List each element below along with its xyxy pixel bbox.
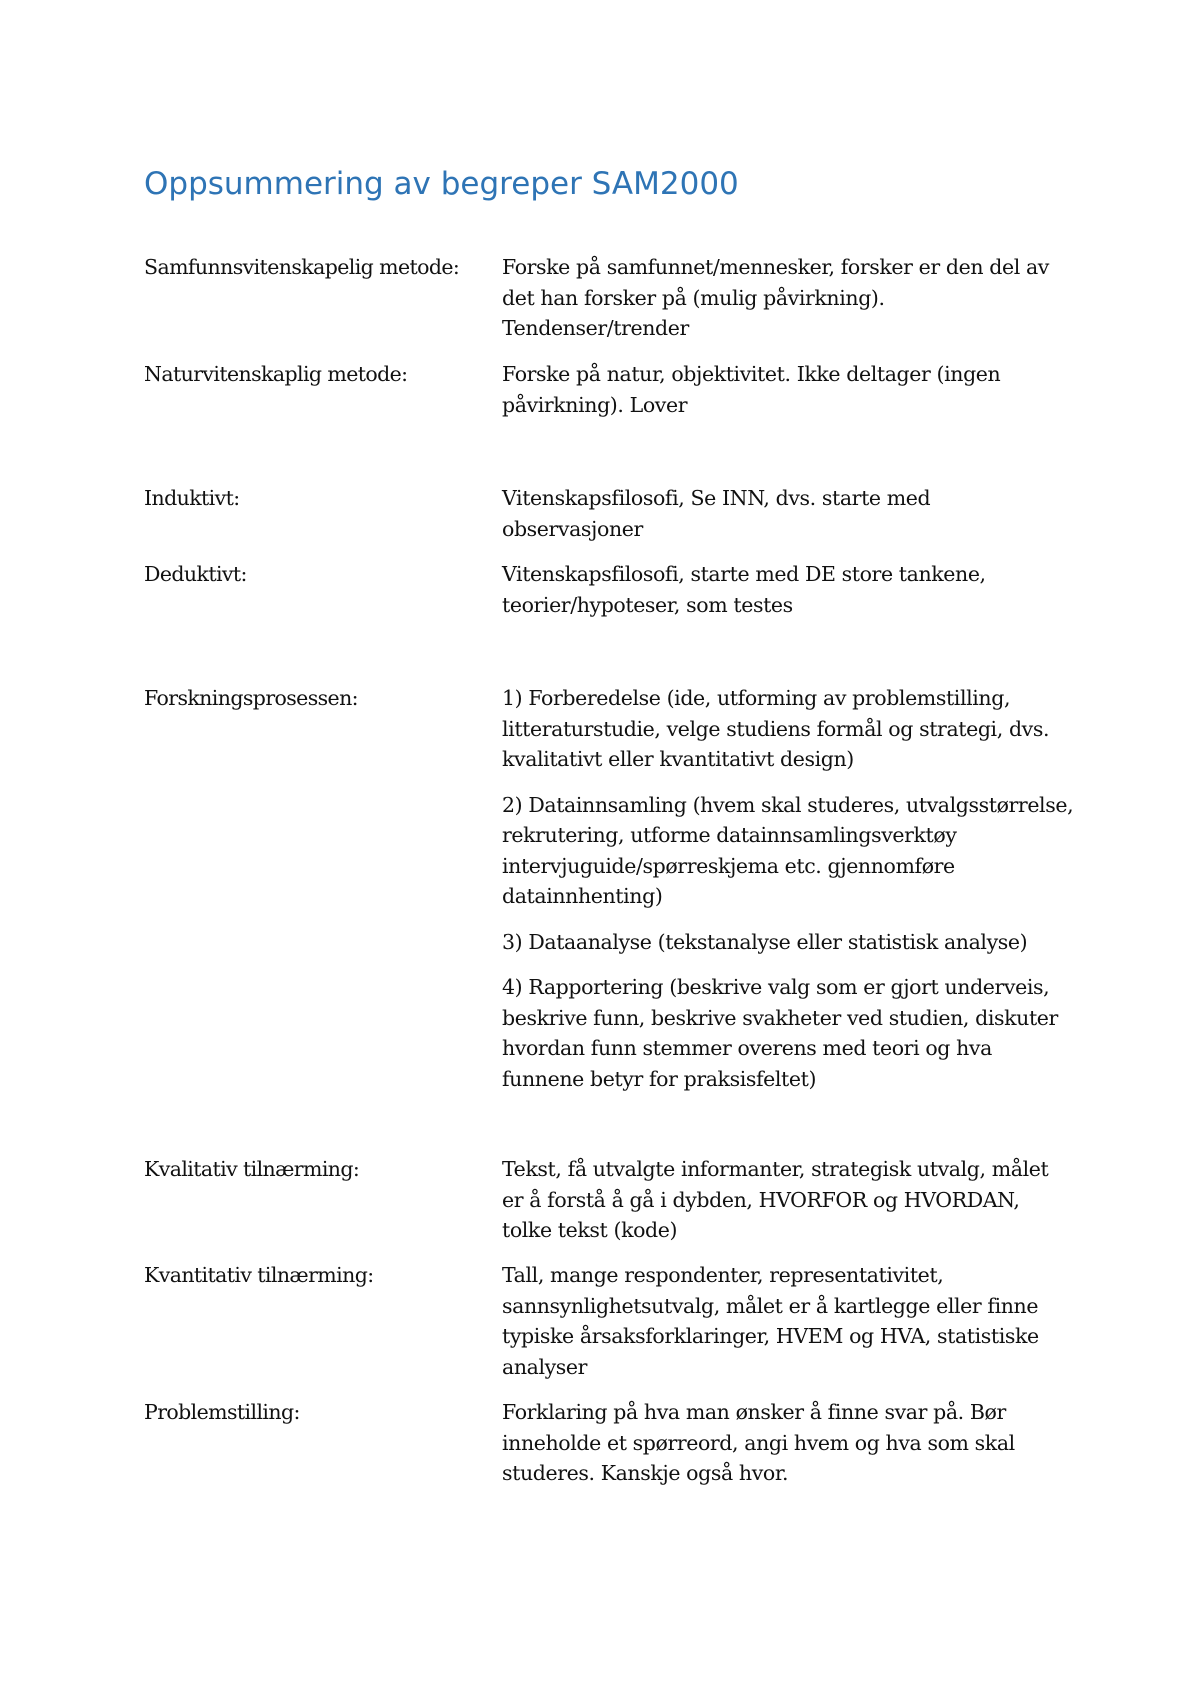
entry-definition	[502, 359, 1074, 420]
entry-definition	[502, 1397, 1074, 1489]
entry-term: Induktivt:	[144, 486, 240, 510]
entry-term: Deduktivt:	[144, 562, 247, 586]
definition-paragraph: 2) Datainnsamling (hvem skal studeres, utvalgsstørrelse, rekrutering, utforme datainnsamlingsverktøy intervjuguide/spørreskjema etc. gjennomføre datainnhenting)	[502, 792, 1074, 908]
entry-definition	[502, 1154, 1074, 1246]
entry-term: Forskningsprosessen:	[144, 686, 358, 710]
definition-paragraph: Forske på natur, objektivitet. Ikke deltager (ingen påvirkning). Lover	[502, 362, 1001, 417]
entry-definition	[502, 483, 1074, 544]
definition-paragraph: Forklaring på hva man ønsker å finne svar på. Bør inneholde et spørreord, angi hvem og hva som skal studeres. Kanskje også hvor.	[502, 1400, 1015, 1485]
definition-paragraph: Tekst, få utvalgte informanter, strategisk utvalg, målet er å forstå å gå i dybden, HVORFOR og HVORDAN, tolke tekst (kode)	[502, 1157, 1049, 1242]
definition-paragraph: Forske på samfunnet/mennesker, forsker er den del av det han forsker på (mulig påvirkning). Tendenser/trender	[502, 255, 1049, 340]
entry-term: Kvalitativ tilnærming:	[144, 1157, 360, 1181]
entry-term: Samfunnsvitenskapelig metode:	[144, 255, 460, 279]
entry-definition	[502, 252, 1074, 344]
entry-term: Naturvitenskaplig metode:	[144, 362, 408, 386]
document-title: Oppsummering av begreper SAM2000	[144, 166, 739, 202]
definition-paragraph: Vitenskapsfilosofi, starte med DE store tankene, teorier/hypoteser, som testes	[502, 562, 986, 617]
definition-paragraph: Tall, mange respondenter, representativitet, sannsynlighetsutvalg, målet er å kartlegge eller finne typiske årsaksforklaringer, HVEM og HVA, statistiske analyser	[502, 1263, 1039, 1379]
definition-paragraph: Vitenskapsfilosofi, Se INN, dvs. starte med observasjoner	[502, 486, 931, 541]
entry-definition	[502, 683, 1074, 1094]
definition-paragraph: 3) Dataanalyse (tekstanalyse eller statistisk analyse)	[502, 929, 1028, 954]
definition-paragraph: 1) Forberedelse (ide, utforming av problemstilling, litteraturstudie, velge studiens formål og strategi, dvs. kvalitativt eller kvantitativt design)	[502, 686, 1050, 771]
entry-term: Problemstilling:	[144, 1400, 300, 1424]
entry-term: Kvantitativ tilnærming:	[144, 1263, 374, 1287]
entry-definition	[502, 1260, 1074, 1382]
definition-paragraph: 4) Rapportering (beskrive valg som er gjort underveis, beskrive funn, beskrive svakheter ved studien, diskuter hvordan funn stemmer overens med teori og hva funnene betyr for praksisfeltet)	[502, 975, 1058, 1091]
entry-definition	[502, 559, 1074, 620]
